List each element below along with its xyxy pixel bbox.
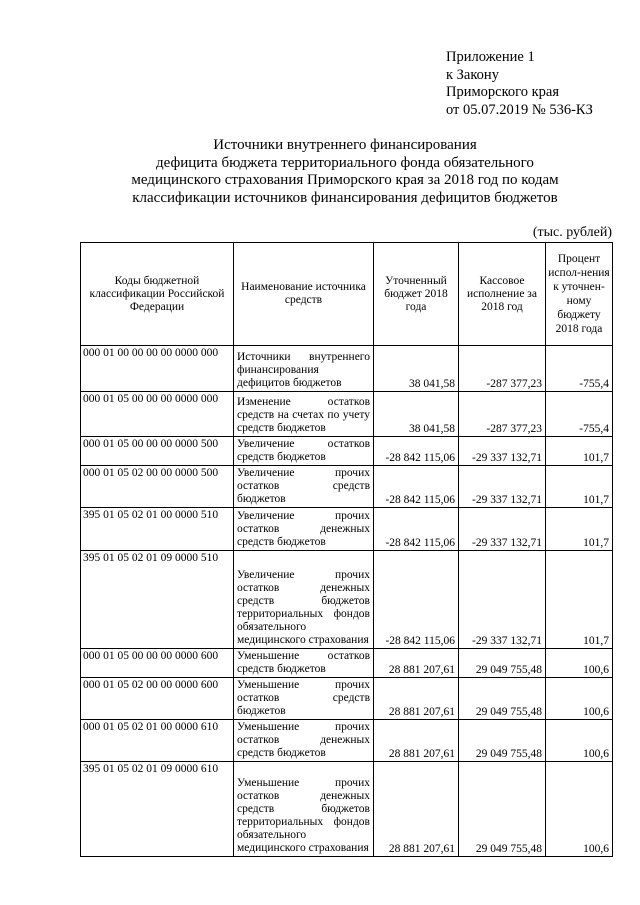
row-actual: 29 049 755,48 — [459, 762, 546, 857]
row-planned: 28 881 207,61 — [374, 678, 459, 720]
row-percent: 100,6 — [546, 762, 613, 857]
header-planned: Уточненный бюджет 2018 года — [374, 243, 459, 346]
row-code: 395 01 05 02 01 09 0000 510 — [81, 551, 234, 649]
table-row — [81, 392, 613, 437]
table-row — [81, 720, 613, 762]
table-header-row — [81, 243, 613, 346]
appendix-line: к Закону — [446, 66, 499, 83]
row-percent: -755,4 — [546, 346, 613, 392]
row-actual: 29 049 755,48 — [459, 678, 546, 720]
table-row — [81, 346, 613, 392]
row-planned: -28 842 115,06 — [374, 551, 459, 649]
header-actual: Кассовое исполнение за 2018 год — [459, 243, 546, 346]
title-line: медицинского страхования Приморского края за 2018 год по кодам — [131, 172, 559, 188]
row-percent: 101,7 — [546, 466, 613, 508]
row-percent: -755,4 — [546, 392, 613, 437]
row-name: Уменьшение остатков средств бюджетов — [234, 649, 374, 678]
row-code: 395 01 05 02 01 00 0000 510 — [81, 508, 234, 551]
row-actual: -29 337 132,71 — [459, 508, 546, 551]
row-code: 000 01 05 02 00 00 0000 500 — [81, 466, 234, 508]
row-code: 000 01 05 00 00 00 0000 600 — [81, 649, 234, 678]
row-percent: 100,6 — [546, 649, 613, 678]
row-planned: -28 842 115,06 — [374, 508, 459, 551]
row-name: Увеличение прочих остатков денежных средств бюджетов территориальных фондов обязательного медицинского страхования — [234, 551, 374, 649]
row-planned: 28 881 207,61 — [374, 762, 459, 857]
row-name: Увеличение прочих остатков средств бюджетов — [234, 466, 374, 508]
appendix-block — [446, 49, 593, 119]
row-code: 000 01 05 00 00 00 0000 500 — [81, 437, 234, 466]
header-name: Наименование источника средств — [234, 243, 374, 346]
row-code: 000 01 05 00 00 00 0000 000 — [81, 392, 234, 437]
row-percent: 100,6 — [546, 720, 613, 762]
row-actual: -287 377,23 — [459, 392, 546, 437]
table-row — [81, 437, 613, 466]
row-actual: -29 337 132,71 — [459, 551, 546, 649]
financing-sources-table — [80, 242, 613, 857]
row-code: 000 01 00 00 00 00 0000 000 — [81, 346, 234, 392]
document-title — [80, 137, 610, 207]
table-row — [81, 466, 613, 508]
table-body — [81, 346, 613, 857]
row-percent: 100,6 — [546, 678, 613, 720]
row-name: Уменьшение прочих остатков средств бюджетов — [234, 678, 374, 720]
row-actual: 29 049 755,48 — [459, 649, 546, 678]
header-code: Коды бюджетной классификации Российской Федерации — [81, 243, 234, 346]
title-line: Источники внутреннего финансирования — [213, 137, 477, 153]
row-planned: 28 881 207,61 — [374, 720, 459, 762]
row-name: Источники внутреннего финансирования дефицитов бюджетов — [234, 346, 374, 392]
header-percent: Процент испол-нения к уточнен-ному бюджету 2018 года — [546, 243, 613, 346]
row-code: 000 01 05 02 01 00 0000 610 — [81, 720, 234, 762]
appendix-line: Приморского края — [446, 84, 560, 100]
appendix-line: Приложение 1 — [446, 49, 535, 65]
row-name: Изменение остатков средств на счетах по учету средств бюджетов — [234, 392, 374, 437]
row-planned: 28 881 207,61 — [374, 649, 459, 678]
title-line: классификации источников финансирования дефицитов бюджетов — [132, 189, 558, 206]
row-planned: -28 842 115,06 — [374, 437, 459, 466]
row-percent: 101,7 — [546, 508, 613, 551]
appendix-line: от 05.07.2019 № 536-КЗ — [446, 101, 593, 118]
table-row — [81, 649, 613, 678]
row-percent: 101,7 — [546, 551, 613, 649]
row-planned: 38 041,58 — [374, 346, 459, 392]
row-actual: -287 377,23 — [459, 346, 546, 392]
row-percent: 101,7 — [546, 437, 613, 466]
row-code: 000 01 05 02 00 00 0000 600 — [81, 678, 234, 720]
row-name: Уменьшение прочих остатков денежных средств бюджетов — [234, 720, 374, 762]
table-row — [81, 508, 613, 551]
row-planned: 38 041,58 — [374, 392, 459, 437]
row-name: Уменьшение прочих остатков денежных средств бюджетов территориальных фондов обязательного медицинского страхования — [234, 762, 374, 857]
units-label: (тыс. рублей) — [532, 225, 612, 240]
row-code: 395 01 05 02 01 09 0000 610 — [81, 762, 234, 857]
row-name: Увеличение прочих остатков денежных средств бюджетов — [234, 508, 374, 551]
table-row — [81, 678, 613, 720]
table-row — [81, 551, 613, 649]
row-actual: -29 337 132,71 — [459, 437, 546, 466]
table-row — [81, 762, 613, 857]
row-name: Увеличение остатков средств бюджетов — [234, 437, 374, 466]
row-actual: -29 337 132,71 — [459, 466, 546, 508]
row-actual: 29 049 755,48 — [459, 720, 546, 762]
title-line: дефицита бюджета территориального фонда обязательного — [156, 154, 534, 171]
row-planned: -28 842 115,06 — [374, 466, 459, 508]
